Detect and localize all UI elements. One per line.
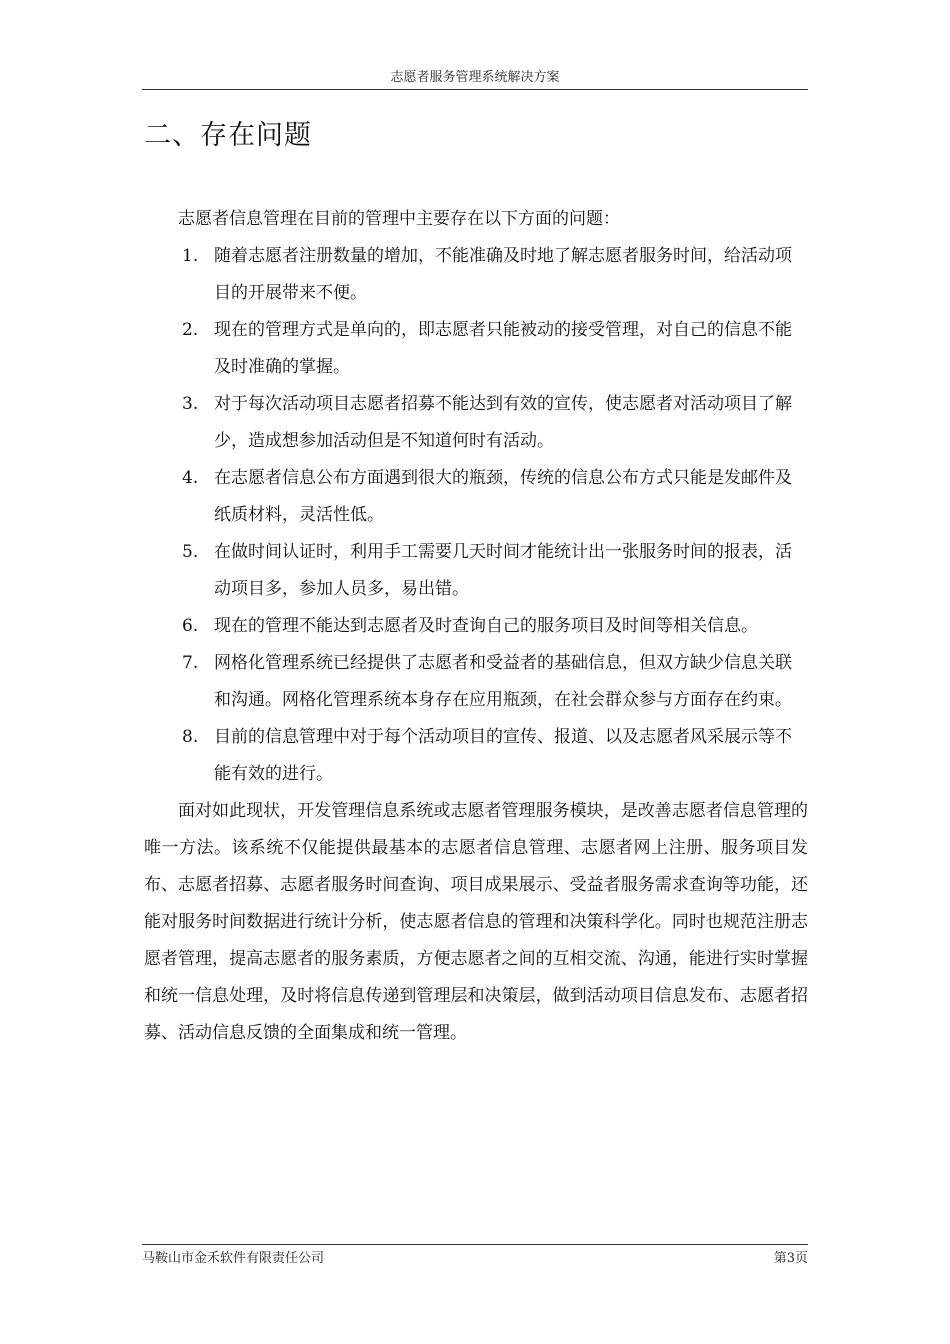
list-item <box>144 534 808 608</box>
list-item-text: 现在的管理不能达到志愿者及时查询自己的服务项目及时间等相关信息。 <box>214 616 758 636</box>
list-item-number: 5. <box>182 542 199 562</box>
list-item-number: 6. <box>182 616 199 636</box>
list-item <box>144 645 808 719</box>
list-item-text: 在志愿者信息公布方面遇到很大的瓶颈，传统的信息公布方式只能是发邮件及纸质材料，灵活性低。 <box>214 468 792 525</box>
page-header: 志愿者服务管理系统解决方案 <box>390 70 560 85</box>
list-item-number: 8. <box>182 727 199 747</box>
list-item <box>144 608 808 645</box>
page-number: 第3页 <box>773 1251 808 1266</box>
intro-paragraph: 志愿者信息管理在目前的管理中主要存在以下方面的问题： <box>178 209 620 229</box>
section-title: 二、存在问题 <box>144 120 312 151</box>
list-item-text: 现在的管理方式是单向的，即志愿者只能被动的接受管理，对自己的信息不能及时准确的掌握。 <box>214 320 792 377</box>
list-item <box>144 312 808 386</box>
document-body <box>144 201 808 1052</box>
list-item-text: 目前的信息管理中对于每个活动项目的宣传、报道、以及志愿者风采展示等不能有效的进行。 <box>214 727 792 784</box>
list-item <box>144 719 808 793</box>
list-item-number: 7. <box>182 653 199 673</box>
list-item-text: 网格化管理系统已经提供了志愿者和受益者的基础信息，但双方缺少信息关联和沟通。网格化管理系统本身存在应用瓶颈，在社会群众参与方面存在约束。 <box>214 653 792 710</box>
list-item-number: 1. <box>182 246 199 266</box>
header-divider <box>142 89 808 90</box>
list-item-number: 3. <box>182 394 199 414</box>
list-item <box>144 386 808 460</box>
list-item-text: 在做时间认证时，利用手工需要几天时间才能统计出一张服务时间的报表，活动项目多，参加人员多，易出错。 <box>214 542 792 599</box>
list-item-number: 2. <box>182 320 199 340</box>
list-item-number: 4. <box>182 468 199 488</box>
footer-divider <box>142 1244 808 1245</box>
list-item <box>144 460 808 534</box>
list-item-text: 对于每次活动项目志愿者招募不能达到有效的宣传，使志愿者对活动项目了解少，造成想参加活动但是不知道何时有活动。 <box>214 394 792 451</box>
list-item-text: 随着志愿者注册数量的增加，不能准确及时地了解志愿者服务时间，给活动项目的开展带来不便。 <box>214 246 792 303</box>
list-item <box>144 238 808 312</box>
closing-paragraph: 面对如此现状，开发管理信息系统或志愿者管理服务模块，是改善志愿者信息管理的唯一方法。该系统不仅能提供最基本的志愿者信息管理、志愿者网上注册、服务项目发布、志愿者招募、志愿者服务时间查询、项目成果展示、受益者服务需求查询等功能，还能对服务时间数据进行统计分析，使志愿者信息的管理和决策科学化。同时也规范注册志愿者管理，提高志愿者的服务素质，方便志愿者之间的互相交流、沟通，能进行实时掌握和统一信息处理，及时将信息传递到管理层和决策层，做到活动项目信息发布、志愿者招募、活动信息反馈的全面集成和统一管理。 <box>144 801 808 1043</box>
footer-company: 马鞍山市金禾软件有限责任公司 <box>142 1251 325 1266</box>
